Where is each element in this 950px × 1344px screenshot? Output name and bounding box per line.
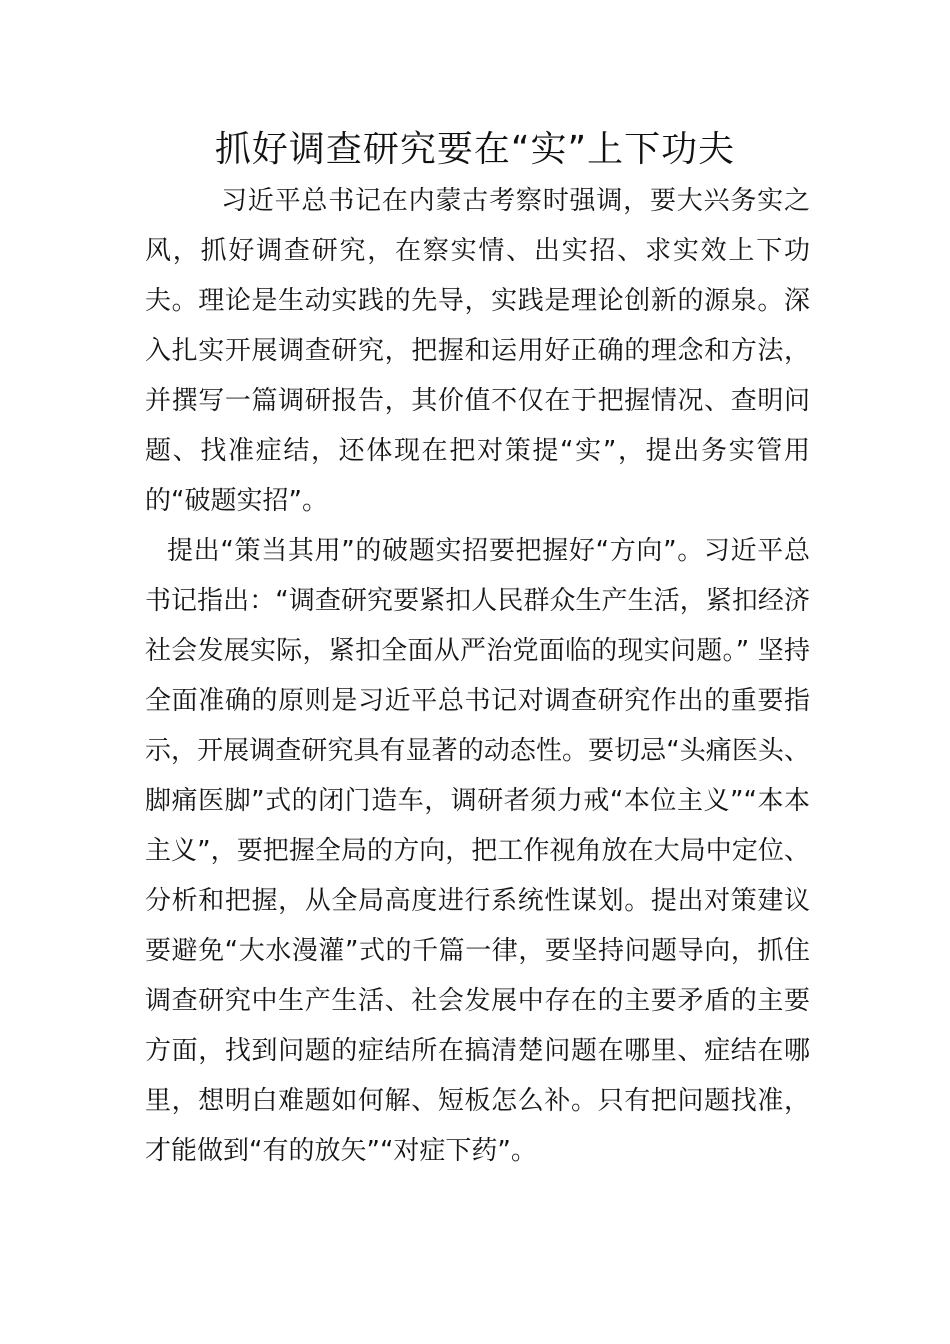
document-body <box>145 176 810 1176</box>
paragraph-2: 提出“策当其用”的破题实招要把握好“方向”。习近平总书记指出：“调查研究要紧扣人民群众生产生活，紧扣经济社会发展实际，紧扣全面从严治党面临的现实问题。” 坚持全面准确的原则是习近平总书记对调查研究作出的重要指示，开展调查研究具有显著的动态性。要切忌“头痛医头、脚痛医脚”式的闭门造车，调研者须力戒“本位主义”“本本主义”，要把握全局的方向，把工作视角放在大局中定位、分析和把握，从全局高度进行系统性谋划。提出对策建议要避免“大水漫灌”式的千篇一律，要坚持问题导向，抓住调查研究中生产生活、社会发展中存在的主要矛盾的主要方面，找到问题的症结所在搞清楚问题在哪里、症结在哪里，想明白难题如何解、短板怎么补。只有把问题找准，才能做到“有的放矢”“对症下药”。 <box>145 536 810 1166</box>
document-title: 抓好调查研究要在“实”上下功夫 <box>214 129 736 170</box>
paragraph-1: 习近平总书记在内蒙古考察时强调，要大兴务实之风，抓好调查研究，在察实情、出实招、求实效上下功夫。理论是生动实践的先导，实践是理论创新的源泉。深入扎实开展调查研究，把握和运用好正确的理念和方法，并撰写一篇调研报告，其价值不仅在于把握情况、查明问题、找准症结，还体现在把对策提“实”，提出务实管用的“破题实招”。 <box>145 186 810 516</box>
